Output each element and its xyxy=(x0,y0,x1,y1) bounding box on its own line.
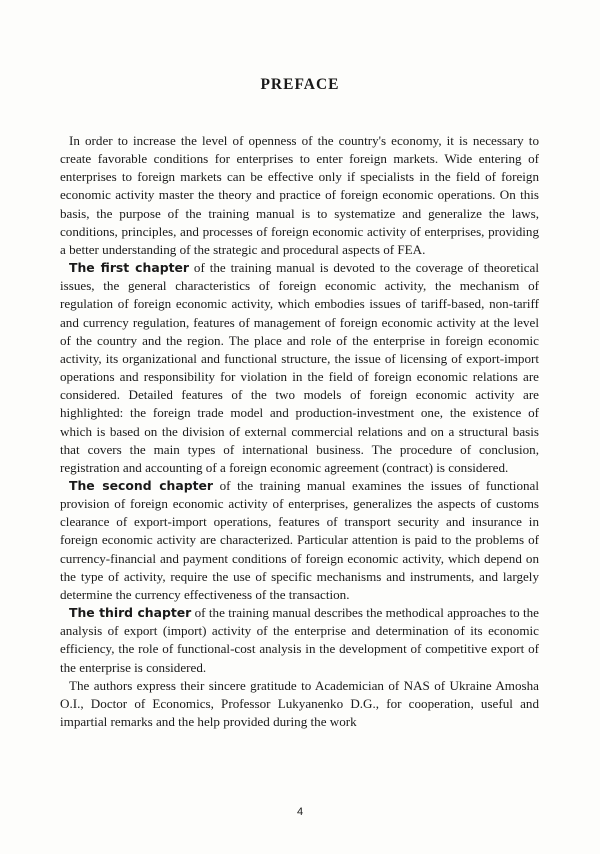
paragraph-acknowledgements xyxy=(60,677,539,731)
page-title: PREFACE xyxy=(260,76,340,93)
paragraph-third-chapter xyxy=(60,604,539,677)
paragraph-text: of the training manual is devoted to the coverage of theoretical issues, the general characteristics of foreign economic activity, the mechanism of regulation of foreign economic activity, which embodies issues of tariff-based, non-tariff and currency regulation, features of management of foreign economic activity at the level of the country and the region. The place and role of the enterprise in foreign economic activity, its organizational and functional structure, the issue of licensing of export-import operations and responsibility for violation in the field of foreign economic relations are considered. Detailed features of the two models of foreign economic activity are highlighted: the foreign trade model and production-investment one, the existence of which is based on the division of external commercial relations and on a structural basis that covers the main types of international business. The procedure of conclusion, registration and accounting of a foreign economic agreement (contract) is considered. xyxy=(60,260,539,475)
paragraph-intro xyxy=(60,132,539,259)
paragraph-second-chapter xyxy=(60,477,539,604)
page-number: 4 xyxy=(296,806,304,818)
preface-body xyxy=(60,132,539,731)
paragraph-first-chapter xyxy=(60,259,539,477)
paragraph-text: In order to increase the level of openness of the country's economy, it is necessary to create favorable conditions for enterprises to enter foreign markets. Wide entering of enterprises to foreign markets can be effective only if specialists in the field of foreign economic activity master the theory and practice of foreign economic operations. On this basis, the purpose of the training manual is to systematize and generalize the laws, conditions, principles, and processes of foreign economic activity of enterprises, providing a better understanding of the strategic and procedural aspects of FEA. xyxy=(60,133,539,257)
paragraph-lead: The first chapter xyxy=(69,260,190,276)
paragraph-text: of the training manual describes the methodical approaches to the analysis of export (import) activity of the enterprise and determination of its economic efficiency, the role of functional-cost analysis in the development of competitive export of the enterprise is considered. xyxy=(60,605,539,675)
paragraph-text: of the training manual examines the issues of functional provision of foreign economic activity of enterprises, generalizes the aspects of customs clearance of export-import operations, features of transport security and insurance in foreign economic activity are characterized. Particular attention is paid to the problems of currency-financial and payment conditions of foreign economic activity, which depend on the type of activity, require the use of specific mechanisms and instruments, and largely determine the currency effectiveness of the transaction. xyxy=(60,477,539,602)
paragraph-lead: The third chapter xyxy=(69,605,192,621)
paragraph-text: The authors express their sincere gratitude to Academician of NAS of Ukraine Amosha O.I., Doctor of Economics, Professor Lukyanenko D.G., for cooperation, useful and impartial remarks and the help provided during the work xyxy=(60,677,539,729)
paragraph-lead: The second chapter xyxy=(69,477,214,493)
